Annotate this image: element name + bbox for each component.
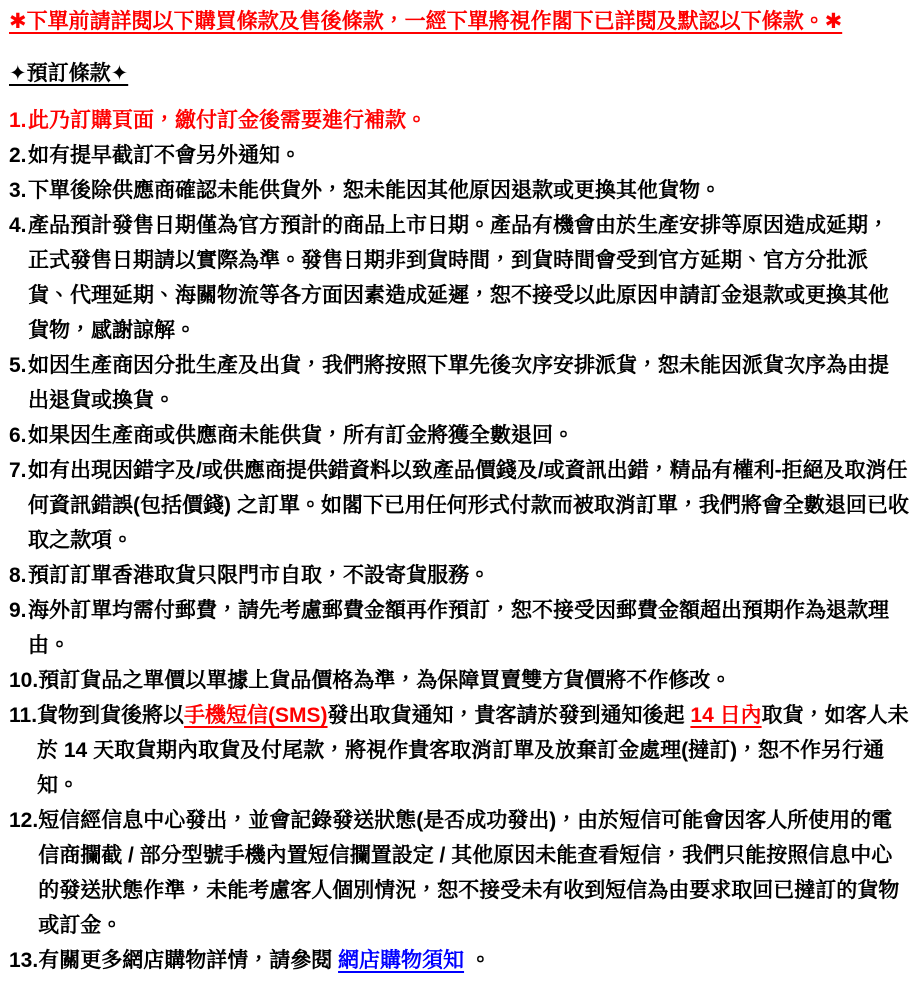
term-segment: 此乃訂購頁面，繳付訂金後需要進行補款。 bbox=[28, 109, 427, 132]
term-text bbox=[38, 943, 909, 978]
term-number: 1. bbox=[9, 109, 27, 132]
term-text bbox=[38, 663, 909, 698]
term-segment: 下單後除供應商確認未能供貨外，恕未能因其他原因退款或更換其他貨物。 bbox=[28, 179, 721, 202]
term-text bbox=[28, 453, 909, 558]
highlighted-term-text: 手機短信(SMS) bbox=[184, 704, 328, 727]
term-item-7 bbox=[9, 453, 909, 558]
term-item-5 bbox=[9, 348, 909, 418]
term-text bbox=[28, 173, 909, 208]
term-number: 11. bbox=[9, 704, 38, 727]
term-text bbox=[28, 208, 909, 348]
term-number: 7. bbox=[9, 459, 27, 482]
term-text bbox=[37, 698, 909, 803]
term-item-3 bbox=[9, 173, 909, 208]
term-segment: 預訂貨品之單價以單據上貨品價格為準，為保障買賣雙方貨價將不作修改。 bbox=[38, 669, 732, 692]
term-segment: 。 bbox=[464, 949, 491, 972]
term-text bbox=[28, 558, 909, 593]
term-item-10 bbox=[9, 663, 909, 698]
term-number: 3. bbox=[9, 179, 27, 202]
term-number: 12. bbox=[9, 809, 39, 832]
shop-guide-link[interactable]: 網店購物須知 bbox=[338, 949, 465, 972]
term-item-1 bbox=[9, 103, 909, 138]
term-segment: 預訂訂單香港取貨只限門市自取，不設寄貨服務。 bbox=[28, 564, 490, 587]
term-number: 5. bbox=[9, 354, 27, 377]
term-text bbox=[28, 593, 909, 663]
term-text bbox=[28, 103, 909, 138]
term-number: 9. bbox=[9, 599, 27, 622]
term-item-9 bbox=[9, 593, 909, 663]
term-text bbox=[38, 803, 909, 943]
term-segment: 如有出現因錯字及/或供應商提供錯資料以致產品價錢及/或資訊出錯，精品有權利-拒絕及取消任何資訊錯誤(包括價錢) 之訂單。如閣下已用任何形式付款而被取消訂單，我們將會全數退回已收取之款項。 bbox=[28, 459, 909, 552]
term-item-13 bbox=[9, 943, 909, 978]
term-segment: 產品預計發售日期僅為官方預計的商品上市日期。產品有機會由於生產安排等原因造成延期，正式發售日期請以實際為準。發售日期非到貨時間，到貨時間會受到官方延期、官方分批派貨、代理延期、海關物流等各方面因素造成延遲，恕不接受以此原因申請訂金退款或更換其他貨物，感謝諒解。 bbox=[28, 214, 889, 342]
term-text bbox=[28, 418, 909, 453]
term-segment: 發出取貨通知，貴客請於發到通知後起 bbox=[327, 704, 691, 727]
term-text bbox=[28, 348, 909, 418]
term-segment: 貨物到貨後將以 bbox=[37, 704, 185, 727]
term-segment: 短信經信息中心發出，並會記錄發送狀態(是否成功發出)，由於短信可能會因客人所使用的電信商攔截 / 部分型號手機內置短信攔置設定 / 其他原因未能查看短信，我們只能按照信息中心的發送狀態作準，未能考慮客人個別情況，恕不接受未有收到短信為由要求取回已撻訂的貨物或訂金。 bbox=[38, 809, 900, 937]
term-segment: 取貨，如客人未於 14 天取貨期內取貨及付尾款，將視作貴客取消訂單及放棄訂金處理(撻訂)，恕不作另行通知。 bbox=[37, 704, 909, 797]
term-number: 6. bbox=[9, 424, 27, 447]
term-segment: 海外訂單均需付郵費，請先考慮郵費金額再作預訂，恕不接受因郵費金額超出預期作為退款理由。 bbox=[28, 599, 889, 657]
term-number: 8. bbox=[9, 564, 27, 587]
purchase-notice-title: ✱下單前請詳閱以下購買條款及售後條款，一經下單將視作閣下已詳閱及默認以下條款。✱ bbox=[9, 10, 843, 33]
term-item-2 bbox=[9, 138, 909, 173]
term-number: 4. bbox=[9, 214, 27, 237]
term-item-6 bbox=[9, 418, 909, 453]
term-text bbox=[28, 138, 909, 173]
terms-list bbox=[9, 103, 909, 978]
term-segment: 如果因生產商或供應商未能供貨，所有訂金將獲全數退回。 bbox=[28, 424, 574, 447]
highlighted-term-text: 14 日內 bbox=[690, 704, 762, 727]
term-segment: 有關更多網店購物詳情，請參閱 bbox=[38, 949, 339, 972]
term-number: 10. bbox=[9, 669, 39, 692]
term-item-12 bbox=[9, 803, 909, 943]
preorder-terms-heading: ✦預訂條款✦ bbox=[9, 62, 129, 85]
term-segment: 如有提早截訂不會另外通知。 bbox=[28, 144, 301, 167]
term-segment: 如因生產商因分批生產及出貨，我們將按照下單先後次序安排派貨，恕未能因派貨次序為由提出退貨或換貨。 bbox=[28, 354, 889, 412]
term-item-8 bbox=[9, 558, 909, 593]
term-item-4 bbox=[9, 208, 909, 348]
term-item-11 bbox=[9, 698, 909, 803]
term-number: 2. bbox=[9, 144, 27, 167]
term-number: 13. bbox=[9, 949, 39, 972]
